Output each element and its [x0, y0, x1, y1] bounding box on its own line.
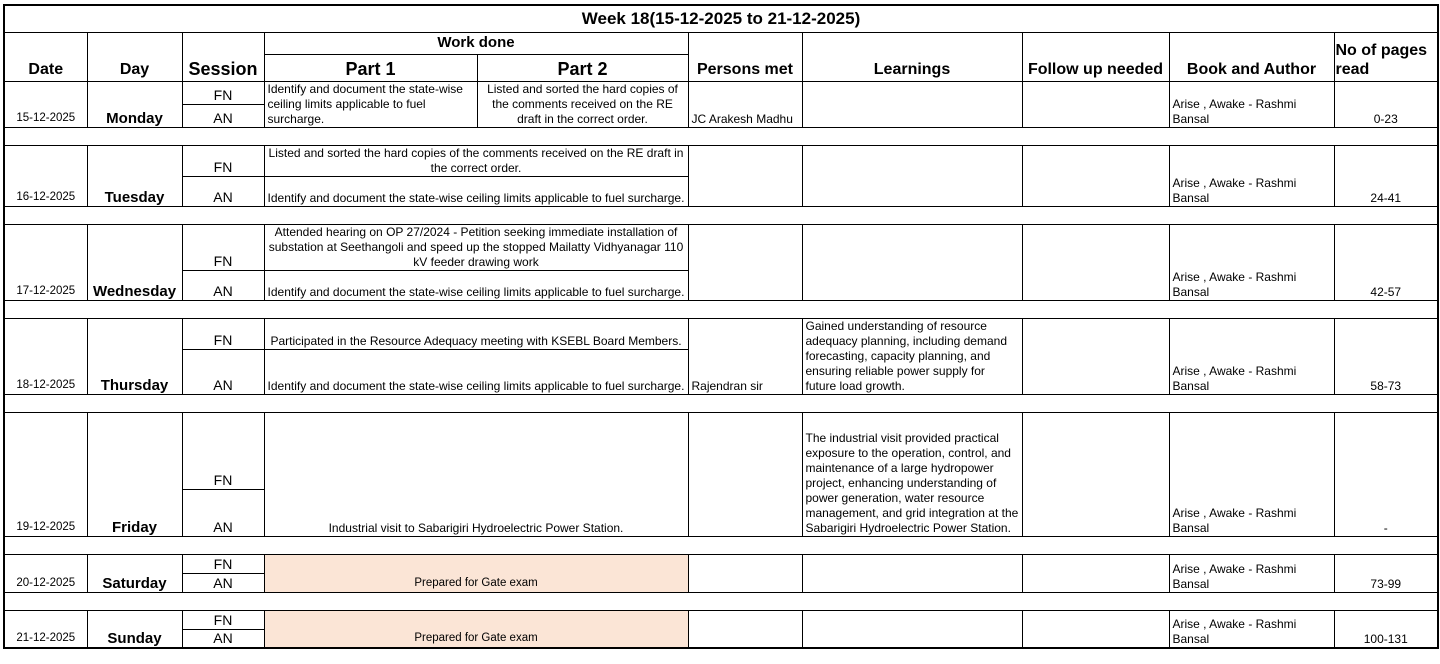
day-cell: Saturday: [87, 554, 182, 592]
header-book-author: Book and Author: [1169, 32, 1334, 81]
pages-cell: 42-57: [1334, 224, 1438, 300]
date-cell: 17-12-2025: [4, 224, 87, 300]
session-fn: FN: [182, 412, 264, 489]
book-cell: Arise , Awake - Rashmi Bansal: [1169, 318, 1334, 394]
header-learnings: Learnings: [802, 32, 1022, 81]
date-cell: 18-12-2025: [4, 318, 87, 394]
persons-met-cell: JC Arakesh Madhu: [688, 81, 802, 127]
book-cell: Arise , Awake - Rashmi Bansal: [1169, 412, 1334, 536]
day-cell: Sunday: [87, 610, 182, 648]
learnings-cell: The industrial visit provided practical exposure to the operation, control, and maintenance of a large hydropower project, enhancing understanding of power generation, water resource management, and grid integration at the Sabarigiri Hydroelectric Power Station.: [802, 412, 1022, 536]
book-cell: Arise , Awake - Rashmi Bansal: [1169, 554, 1334, 592]
day-cell: Tuesday: [87, 145, 182, 206]
session-fn: FN: [182, 610, 264, 629]
header-part2: Part 2: [477, 54, 688, 81]
header-session: Session: [182, 32, 264, 81]
session-fn: FN: [182, 145, 264, 176]
table-row: [4, 81, 1438, 105]
weekly-log-table: [3, 4, 1439, 649]
learnings-cell: [802, 610, 1022, 648]
header-work-done: Work done: [264, 32, 688, 54]
session-an: AN: [182, 105, 264, 128]
week-title: Week 18(15-12-2025 to 21-12-2025): [4, 5, 1438, 32]
pages-cell: 24-41: [1334, 145, 1438, 206]
header-part1: Part 1: [264, 54, 477, 81]
fn-work-cell: Participated in the Resource Adequacy meeting with KSEBL Board Members.: [264, 318, 688, 349]
follow-up-cell: [1022, 412, 1169, 536]
date-cell: 21-12-2025: [4, 610, 87, 648]
date-cell: 15-12-2025: [4, 81, 87, 127]
persons-met-cell: [688, 412, 802, 536]
work-cell: Prepared for Gate exam: [264, 554, 688, 592]
learnings-cell: [802, 554, 1022, 592]
follow-up-cell: [1022, 224, 1169, 300]
an-work-cell: Identify and document the state-wise ceiling limits applicable to fuel surcharge.: [264, 176, 688, 206]
part1-cell: Identify and document the state-wise ceiling limits applicable to fuel surcharge.: [264, 81, 477, 127]
day-cell: Friday: [87, 412, 182, 536]
book-cell: Arise , Awake - Rashmi Bansal: [1169, 610, 1334, 648]
table-row: [4, 412, 1438, 489]
persons-met-cell: [688, 145, 802, 206]
date-cell: 20-12-2025: [4, 554, 87, 592]
header-follow-up: Follow up needed: [1022, 32, 1169, 81]
pages-cell: 0-23: [1334, 81, 1438, 127]
date-cell: 19-12-2025: [4, 412, 87, 536]
day-cell: Wednesday: [87, 224, 182, 300]
session-an: AN: [182, 489, 264, 536]
session-an: AN: [182, 573, 264, 592]
part2-cell: Listed and sorted the hard copies of the comments received on the RE draft in the correct order.: [477, 81, 688, 127]
follow-up-cell: [1022, 81, 1169, 127]
pages-cell: 100-131: [1334, 610, 1438, 648]
header-pages-read: No of pages read: [1334, 32, 1438, 81]
date-cell: 16-12-2025: [4, 145, 87, 206]
learnings-cell: Gained understanding of resource adequacy planning, including demand forecasting, capacity planning, and ensuring reliable power supply for future load growth.: [802, 318, 1022, 394]
session-fn: FN: [182, 318, 264, 349]
pages-cell: 58-73: [1334, 318, 1438, 394]
pages-cell: 73-99: [1334, 554, 1438, 592]
header-date: Date: [4, 32, 87, 81]
table-row: [4, 224, 1438, 270]
session-an: AN: [182, 176, 264, 206]
session-fn: FN: [182, 224, 264, 270]
day-cell: Monday: [87, 81, 182, 127]
table-row: [4, 554, 1438, 573]
persons-met-cell: [688, 610, 802, 648]
session-an: AN: [182, 629, 264, 648]
table-row: [4, 318, 1438, 349]
session-an: AN: [182, 349, 264, 394]
learnings-cell: [802, 145, 1022, 206]
book-cell: Arise , Awake - Rashmi Bansal: [1169, 81, 1334, 127]
header-persons-met: Persons met: [688, 32, 802, 81]
table-row: [4, 610, 1438, 629]
book-cell: Arise , Awake - Rashmi Bansal: [1169, 224, 1334, 300]
follow-up-cell: [1022, 554, 1169, 592]
day-cell: Thursday: [87, 318, 182, 394]
fn-work-cell: Attended hearing on OP 27/2024 - Petition seeking immediate installation of substation at Seethangoli and speed up the stopped Mailatty Vidhyanagar 110 kV feeder drawing work: [264, 224, 688, 270]
work-cell: Prepared for Gate exam: [264, 610, 688, 648]
persons-met-cell: Rajendran sir: [688, 318, 802, 394]
session-fn: FN: [182, 81, 264, 105]
learnings-cell: [802, 81, 1022, 127]
learnings-cell: [802, 224, 1022, 300]
follow-up-cell: [1022, 318, 1169, 394]
an-work-cell: Identify and document the state-wise ceiling limits applicable to fuel surcharge.: [264, 349, 688, 394]
fn-work-cell: Listed and sorted the hard copies of the comments received on the RE draft in the correct order.: [264, 145, 688, 176]
header-day: Day: [87, 32, 182, 81]
follow-up-cell: [1022, 145, 1169, 206]
pages-cell: -: [1334, 412, 1438, 536]
follow-up-cell: [1022, 610, 1169, 648]
session-fn: FN: [182, 554, 264, 573]
an-work-cell: Identify and document the state-wise ceiling limits applicable to fuel surcharge.: [264, 270, 688, 300]
book-cell: Arise , Awake - Rashmi Bansal: [1169, 145, 1334, 206]
table-row: [4, 145, 1438, 176]
persons-met-cell: [688, 224, 802, 300]
work-cell: Industrial visit to Sabarigiri Hydroelectric Power Station.: [264, 412, 688, 536]
session-an: AN: [182, 270, 264, 300]
persons-met-cell: [688, 554, 802, 592]
